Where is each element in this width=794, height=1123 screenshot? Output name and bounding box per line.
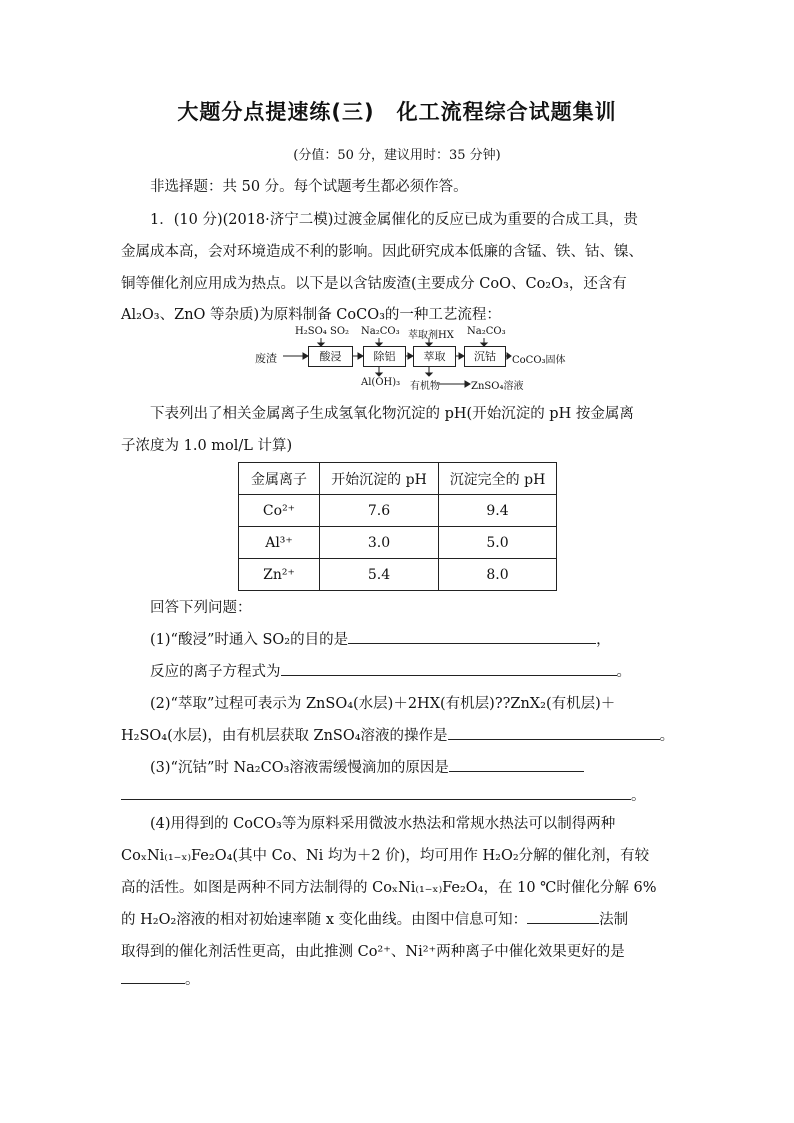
answer-blank[interactable] [449, 757, 584, 772]
table-row [239, 559, 557, 591]
part2-line-2 [121, 724, 676, 745]
flow-input-1: H₂SO₄ SO₂ [295, 326, 350, 337]
answer-blank[interactable] [348, 629, 596, 644]
table-cell: 5.4 [320, 559, 439, 591]
part1-equation-prompt: 反应的离子方程式为 [150, 664, 281, 680]
table-cell: Zn²⁺ [239, 559, 320, 591]
part1-end-punct: 。 [616, 664, 631, 680]
part4-line-5: 取得到的催化剂活性更高，由此推测 Co²⁺、Ni²⁺两种离子中催化效果更好的是 [121, 944, 625, 960]
q1-line-4: Al₂O₃、ZnO 等杂质)为原料制备 CoCO₃的一种工艺流程： [121, 307, 501, 323]
table-cell: 5.0 [439, 527, 557, 559]
score-time-note: (分值：50 分，建议用时：35 分钟) [293, 148, 501, 163]
flow-step-precipitate-co: 沉钴 [464, 346, 506, 367]
flow-input-4: Na₂CO₃ [467, 326, 506, 337]
part2-end-punct: 。 [659, 728, 675, 744]
table-row [239, 527, 557, 559]
part4-question-cont: 法制 [599, 912, 629, 928]
table-row [239, 495, 557, 527]
table-cell: 8.0 [439, 559, 557, 591]
part4-line-1: (4)用得到的 CoCO₃等为原料采用微波水热法和常规水热法可以制得两种 [150, 816, 616, 832]
part1-punct: ， [596, 632, 611, 648]
flow-output-2: 有机物 [410, 381, 440, 392]
answer-prompt: 回答下列问题： [150, 600, 252, 616]
table-cell: Al³⁺ [239, 527, 320, 559]
part4-line-4 [121, 908, 676, 929]
answer-blank[interactable] [121, 969, 185, 984]
part3-end-punct: 。 [631, 788, 646, 804]
table-header-row [239, 463, 557, 495]
page-title: 大题分点提速练(三) 化工流程综合试题集训 [177, 100, 617, 124]
part3-line-1 [150, 756, 705, 777]
part4-line-3: 高的活性。如图是两种不同方法制得的 CoₓNi₍₁₋ₓ₎Fe₂O₄，在 10 ℃时催化分解 6% [121, 880, 657, 896]
part3-question: (3)“沉钴”时 Na₂CO₃溶液需缓慢滴加的原因是 [150, 760, 449, 776]
table-header-cell: 沉淀完全的 pH [439, 463, 557, 495]
q1-line-2: 金属成本高，会对环境造成不利的影响。因此研究成本低廉的含锰、铁、钴、镍、 [121, 244, 643, 260]
q1-line-1: 1．(10 分)(2018·济宁二模)过渡金属催化的反应已成为重要的合成工具，贵 [150, 212, 638, 228]
part4-question: 的 H₂O₂溶液的相对初始速率随 x 变化曲线。由图中信息可知： [121, 912, 528, 928]
table-header-cell: 金属离子 [239, 463, 320, 495]
flow-input-2: Na₂CO₃ [361, 326, 400, 337]
part4-line-2: CoₓNi₍₁₋ₓ₎Fe₂O₄(其中 Co、Ni 均为＋2 价)，均可用作 H₂O₂分解的催化剂，有较 [121, 848, 650, 864]
flow-step-remove-al: 除铝 [363, 346, 406, 367]
table-cell: 7.6 [320, 495, 439, 527]
table-cell: Co²⁺ [239, 495, 320, 527]
process-flow-diagram [255, 324, 575, 392]
part1-question: (1)“酸浸”时通入 SO₂的目的是 [150, 632, 349, 648]
part4-line-6 [121, 968, 676, 989]
flow-output-3: ZnSO₄溶液 [471, 381, 524, 392]
flow-step-extract: 萃取 [413, 346, 456, 367]
table-header-cell: 开始沉淀的 pH [320, 463, 439, 495]
q1-line-3: 铜等催化剂应用成为热点。以下是以含钴废渣(主要成分 CoO、Co₂O₃，还含有 [121, 276, 627, 292]
section-intro: 非选择题：共 50 分。每个试题考生都必须作答。 [150, 179, 468, 195]
flow-start-label: 废渣 [255, 352, 277, 365]
part1-line-2 [150, 660, 705, 681]
answer-blank[interactable] [281, 661, 617, 676]
flow-output-1: Al(OH)₃ [361, 377, 401, 388]
ph-table [238, 462, 557, 591]
table-cell: 3.0 [320, 527, 439, 559]
part2-line-1: (2)“萃取”过程可表示为 ZnSO₄(水层)＋2HX(有机层)??ZnX₂(有机层)＋ [150, 696, 616, 712]
table-cell: 9.4 [439, 495, 557, 527]
part1-line-1 [150, 628, 705, 649]
answer-blank[interactable] [121, 785, 631, 800]
flow-input-3: 萃取剂HX [408, 330, 454, 341]
flow-step-acid-leach: 酸浸 [308, 346, 353, 367]
table-intro-line-2: 子浓度为 1.0 mol/L 计算) [121, 438, 293, 454]
part2-question: H₂SO₄(水层)，由有机层获取 ZnSO₄溶液的操作是 [121, 728, 448, 744]
answer-blank[interactable] [448, 725, 660, 740]
answer-blank[interactable] [527, 909, 599, 924]
flow-end-label: CoCO₃固体 [512, 355, 566, 366]
part4-end-punct: 。 [185, 972, 200, 988]
part3-line-2 [121, 784, 676, 805]
table-intro-line-1: 下表列出了相关金属离子生成氢氧化物沉淀的 pH(开始沉淀的 pH 按金属离 [150, 406, 634, 422]
